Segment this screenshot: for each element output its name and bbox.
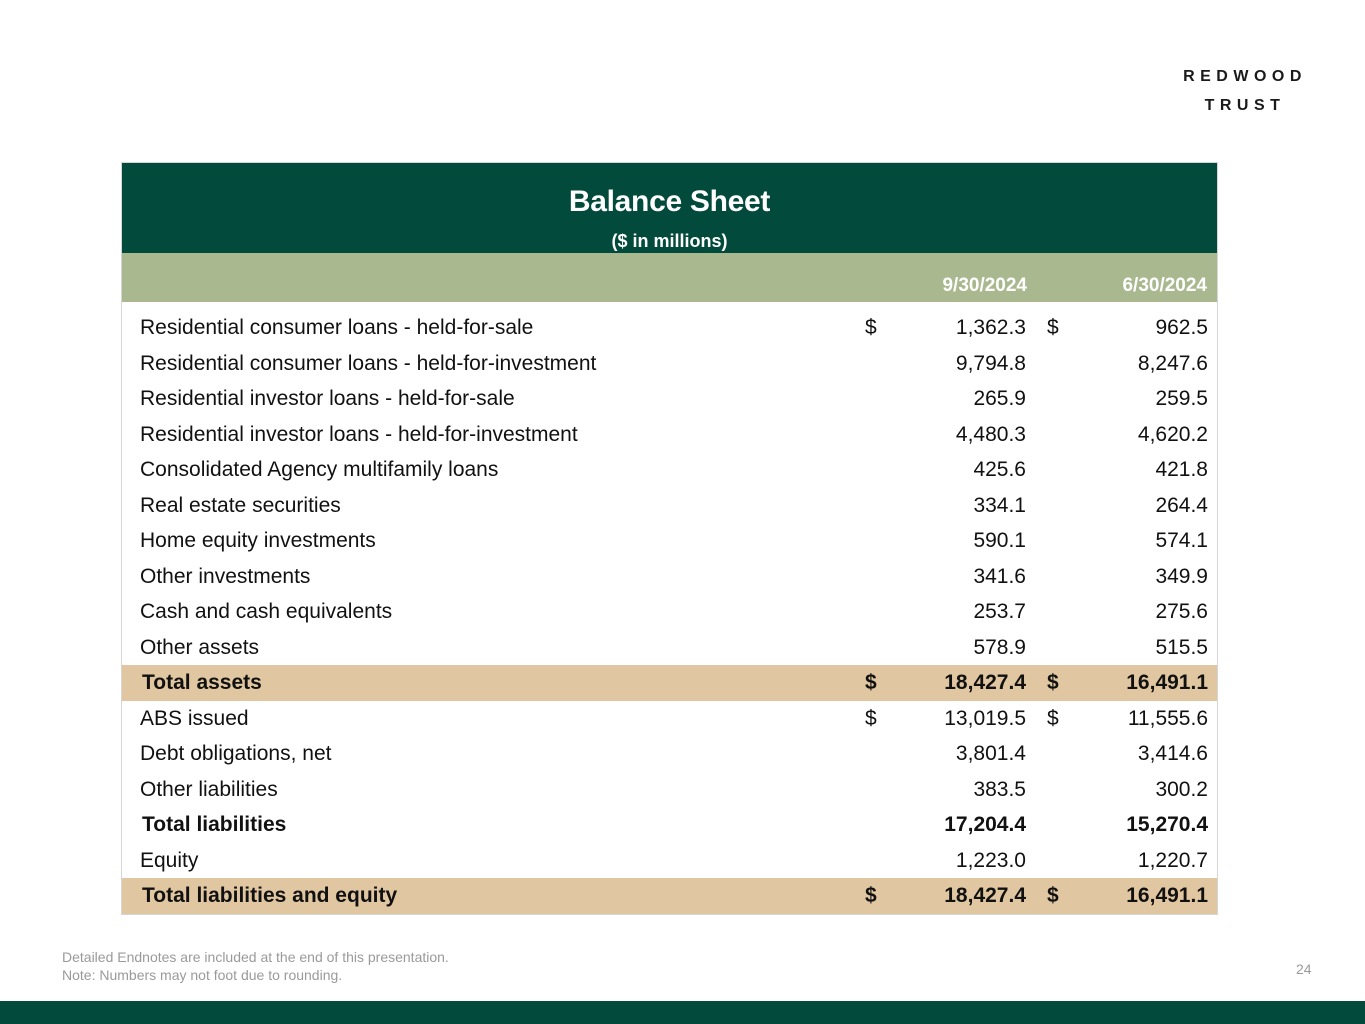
currency-symbol: $ (1047, 316, 1059, 339)
value-2024-q2: 16,491.1 (1126, 884, 1208, 907)
row-label: Other assets (140, 635, 260, 659)
column-header-band (122, 253, 1217, 302)
value-2024-q3: 334.1 (973, 493, 1026, 517)
value-2024-q3: 17,204.4 (944, 813, 1026, 836)
value-2024-q2: 962.5 (1155, 316, 1208, 339)
row-label: Total assets (142, 671, 262, 694)
row-label: Equity (140, 848, 199, 872)
table-row (122, 772, 1217, 808)
row-label: Residential investor loans - held-for-sale (140, 387, 515, 410)
value-2024-q3: 18,427.4 (944, 671, 1026, 694)
total-liabilities-row (122, 807, 1217, 843)
table-row (122, 310, 1217, 346)
column-header-2024-q3: 9/30/2024 (942, 275, 1027, 296)
value-2024-q3: 9,794.8 (955, 351, 1026, 375)
currency-symbol: $ (1047, 884, 1059, 907)
row-label: Debt obligations, net (140, 742, 332, 765)
column-header-2024-q2: 6/30/2024 (1122, 275, 1207, 296)
value-2024-q3: 4,480.3 (955, 422, 1026, 446)
table-row (122, 701, 1217, 737)
row-label: ABS issued (140, 706, 249, 730)
value-2024-q3: 3,801.4 (955, 742, 1026, 765)
currency-symbol: $ (865, 671, 877, 694)
value-2024-q3: 578.9 (973, 635, 1026, 659)
value-2024-q2: 4,620.2 (1137, 422, 1208, 446)
value-2024-q2: 574.1 (1155, 529, 1208, 552)
table-row (122, 559, 1217, 595)
value-2024-q3: 18,427.4 (944, 884, 1026, 907)
row-label: Residential investor loans - held-for-investment (140, 422, 578, 446)
table-body (122, 302, 1217, 914)
value-2024-q3: 265.9 (973, 387, 1026, 410)
row-label: Real estate securities (140, 493, 341, 517)
value-2024-q3: 425.6 (973, 458, 1026, 481)
balance-sheet-table (121, 162, 1218, 915)
value-2024-q2: 421.8 (1155, 458, 1208, 481)
table-row (122, 630, 1217, 666)
value-2024-q2: 264.4 (1155, 493, 1208, 517)
total-liabilities-equity-row (122, 878, 1217, 914)
table-subtitle: ($ in millions) (611, 231, 728, 251)
currency-symbol: $ (1047, 706, 1059, 730)
currency-symbol: $ (865, 884, 877, 907)
currency-symbol: $ (1047, 671, 1059, 694)
currency-symbol: $ (865, 316, 877, 339)
row-label: Residential consumer loans - held-for-sale (140, 316, 534, 339)
table-title: Balance Sheet (568, 185, 771, 218)
value-2024-q2: 300.2 (1155, 777, 1208, 801)
value-2024-q2: 16,491.1 (1126, 671, 1208, 694)
value-2024-q2: 275.6 (1155, 600, 1208, 623)
value-2024-q3: 13,019.5 (944, 706, 1026, 730)
total-assets-row (122, 665, 1217, 701)
value-2024-q2: 11,555.6 (1127, 706, 1208, 730)
value-2024-q2: 1,220.7 (1137, 848, 1208, 872)
redwood-trust-logo (1150, 62, 1340, 120)
value-2024-q3: 383.5 (973, 777, 1026, 801)
footer-bar (0, 1001, 1365, 1024)
value-2024-q2: 259.5 (1155, 387, 1208, 410)
value-2024-q3: 253.7 (973, 600, 1026, 623)
table-row (122, 488, 1217, 524)
row-label: Total liabilities (142, 813, 287, 836)
value-2024-q2: 515.5 (1155, 635, 1208, 659)
table-row (122, 523, 1217, 559)
footnote (62, 948, 449, 984)
logo-line-2: TRUST (1204, 97, 1286, 114)
value-2024-q3: 341.6 (973, 564, 1026, 588)
table-row (122, 381, 1217, 417)
table-row (122, 346, 1217, 382)
table-row (122, 843, 1217, 879)
row-label: Other liabilities (140, 777, 278, 801)
page-number: 24 (1296, 961, 1312, 977)
row-label: Home equity investments (140, 529, 376, 552)
currency-symbol: $ (865, 706, 877, 730)
row-label: Cash and cash equivalents (140, 600, 393, 623)
table-title-band (122, 163, 1217, 253)
table-row (122, 452, 1217, 488)
value-2024-q3: 590.1 (973, 529, 1026, 552)
value-2024-q2: 3,414.6 (1137, 742, 1208, 765)
row-label: Total liabilities and equity (142, 884, 398, 907)
table-row (122, 417, 1217, 453)
row-label: Residential consumer loans - held-for-investment (140, 351, 597, 375)
logo-line-1: REDWOOD (1183, 68, 1307, 85)
value-2024-q2: 8,247.6 (1137, 351, 1208, 375)
footnote-line-1: Detailed Endnotes are included at the end of this presentation. (62, 949, 449, 965)
value-2024-q3: 1,362.3 (955, 316, 1026, 339)
table-row (122, 736, 1217, 772)
table-row (122, 594, 1217, 630)
value-2024-q2: 15,270.4 (1126, 813, 1208, 836)
value-2024-q3: 1,223.0 (955, 848, 1026, 872)
footnote-line-2: Note: Numbers may not foot due to rounding. (62, 967, 343, 983)
row-label: Consolidated Agency multifamily loans (140, 458, 499, 481)
value-2024-q2: 349.9 (1155, 564, 1208, 588)
row-label: Other investments (140, 564, 311, 588)
